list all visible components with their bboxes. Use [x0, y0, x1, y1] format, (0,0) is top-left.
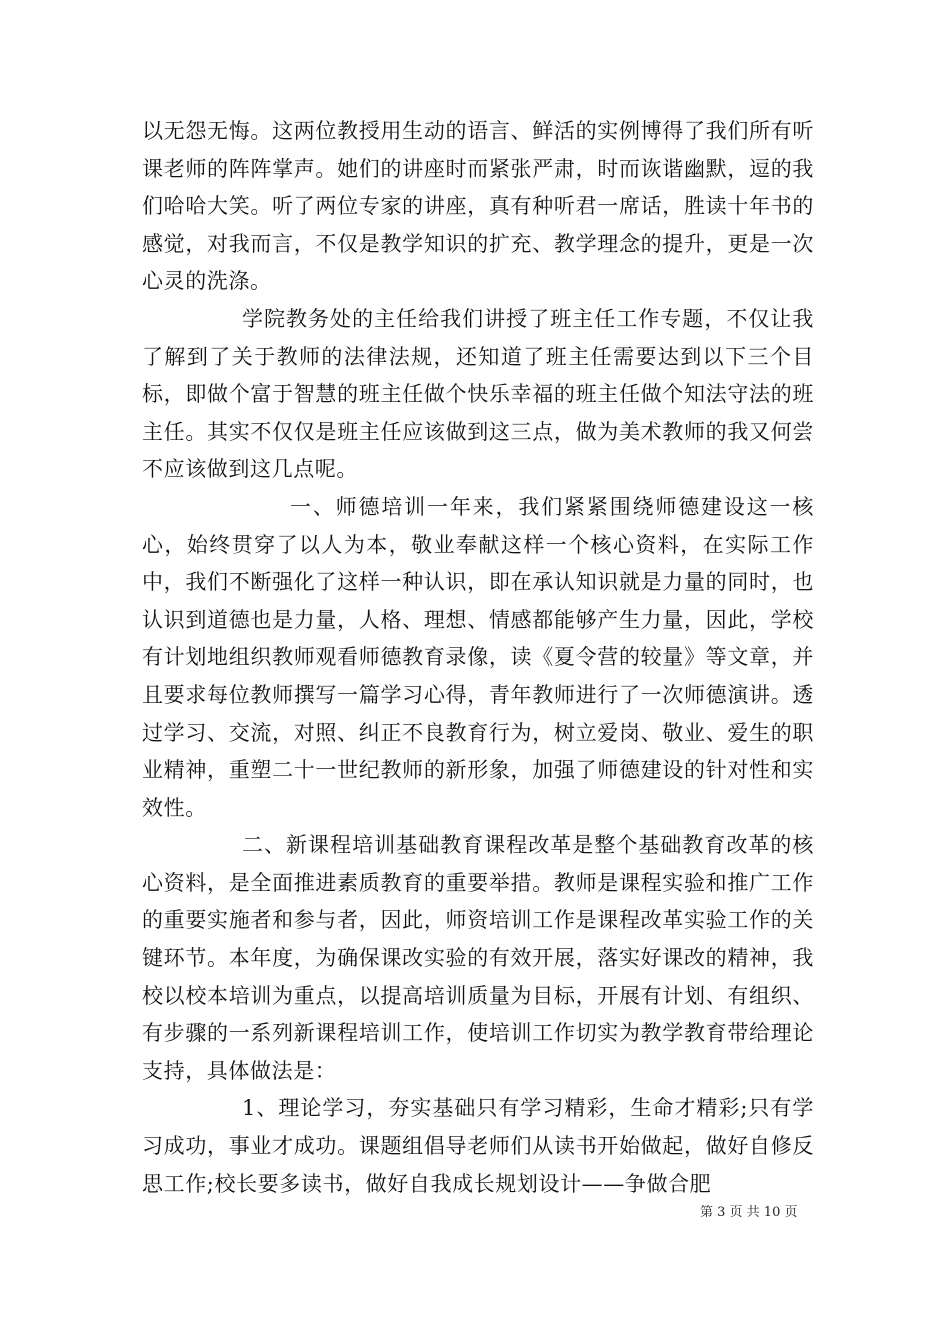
- document-body: [142, 113, 814, 1203]
- paragraph-ethics-training: 一、师德培训一年来，我们紧紧围绕师德建设这一核心，始终贯穿了以人为本，敬业奉献这样一个核心资料，在实际工作中，我们不断强化了这样一种认识，即在承认知识就是力量的同时，也认识到道德也是力量，人格、理想、情感都能够产生力量，因此，学校有计划地组织教师观看师德教育录像，读《夏令营的较量》等文章，并且要求每位教师撰写一篇学习心得，青年教师进行了一次师德演讲。透过学习、交流，对照、纠正不良教育行为，树立爱岗、敬业、爱生的职业精神，重塑二十一世纪教师的新形象，加强了师德建设的针对性和实效性。: [142, 494, 814, 820]
- paragraph-continuation: 以无怨无悔。这两位教授用生动的语言、鲜活的实例博得了我们所有听课老师的阵阵掌声。她们的讲座时而紧张严肃，时而诙谐幽默，逗的我们哈哈大笑。听了两位专家的讲座，真有种听君一席话，胜读十年书的感觉，对我而言，不仅是教学知识的扩充、教学理念的提升，更是一次心灵的洗涤。: [142, 119, 814, 294]
- paragraph-theory-study: 1、理论学习，夯实基础只有学习精彩，生命才精彩;只有学习成功，事业才成功。课题组倡导老师们从读书开始做起，做好自修反思工作;校长要多读书，做好自我成长规划设计——争做合肥: [142, 1096, 814, 1196]
- paragraph-new-curriculum-training: 二、新课程培训基础教育课程改革是整个基础教育改革的核心资料，是全面推进素质教育的重要举措。教师是课程实验和推广工作的重要实施者和参与者，因此，师资培训工作是课程改革实验工作的关键环节。本年度，为确保课改实验的有效开展，落实好课改的精神，我校以校本培训为重点，以提高培训质量为目标，开展有计划、有组织、有步骤的一系列新课程培训工作，使培训工作切实为教学教育带给理论支持，具体做法是：: [142, 833, 814, 1083]
- paragraph-head-teacher-training: 学院教务处的主任给我们讲授了班主任工作专题，不仅让我了解到了关于教师的法律法规，还知道了班主任需要达到以下三个目标，即做个富于智慧的班主任做个快乐幸福的班主任做个知法守法的班主任。其实不仅仅是班主任应该做到这三点，做为美术教师的我又何尝不应该做到这几点呢。: [142, 306, 814, 482]
- page-number-footer: 第 3 页 共 10 页: [700, 1205, 798, 1220]
